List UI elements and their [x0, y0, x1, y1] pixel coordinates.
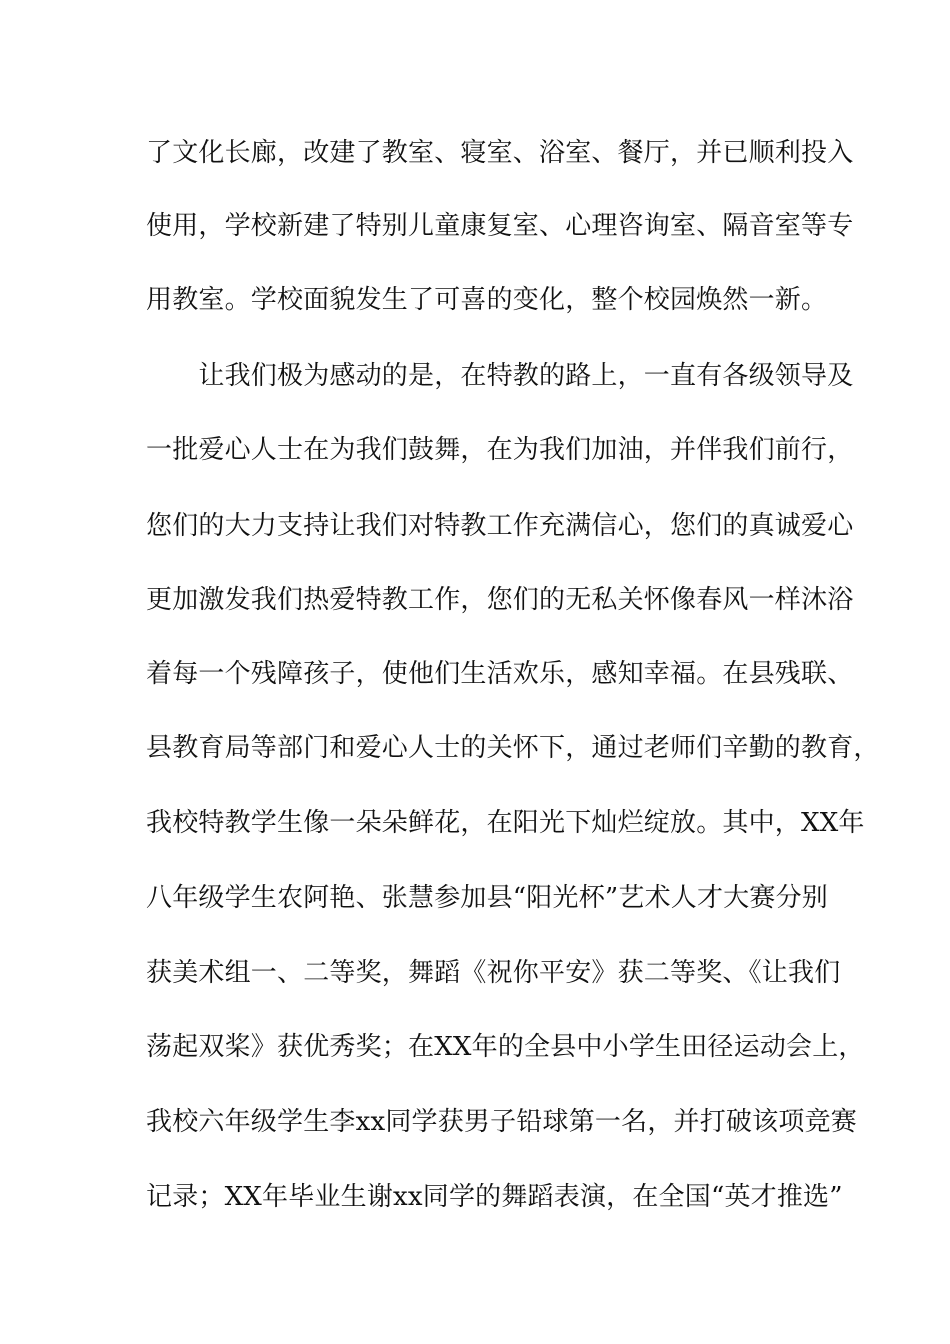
- paragraph-line: 着每一个残障孩子，使他们生活欢乐，感知幸福。在县残联、: [146, 659, 854, 689]
- paragraph-line: 获美术组一、二等奖，舞蹈《祝你平安》获二等奖、《让我们: [146, 958, 841, 988]
- paragraph-line: 荡起双桨》获优秀奖；在XX年的全县中小学生田径运动会上，: [146, 1032, 865, 1062]
- paragraph-line: 您们的大力支持让我们对特教工作充满信心，您们的真诚爱心: [146, 511, 854, 541]
- paragraph-line: 了文化长廊，改建了教室、寝室、浴室、餐厅，并已顺利投入: [146, 138, 854, 168]
- paragraph-line: 我校六年级学生李xx同学获男子铅球第一名，并打破该项竞赛: [146, 1107, 857, 1137]
- paragraph-line: 让我们极为感动的是，在特教的路上，一直有各级领导及: [146, 361, 854, 391]
- paragraph-line: 一批爱心人士在为我们鼓舞，在为我们加油，并伴我们前行，: [146, 435, 854, 465]
- paragraph-line: 更加激发我们热爱特教工作，您们的无私关怀像春风一样沐浴: [146, 585, 854, 615]
- paragraph-line: 我校特教学生像一朵朵鲜花，在阳光下灿烂绽放。其中，XX年: [146, 808, 865, 838]
- paragraph-line: 八年级学生农阿艳、张慧参加县“阳光杯”艺术人才大赛分别: [146, 883, 828, 913]
- paragraph-line: 使用，学校新建了特别儿童康复室、心理咨询室、隔音室等专: [146, 211, 854, 241]
- paragraph-line: 用教室。学校面貌发生了可喜的变化，整个校园焕然一新。: [146, 285, 828, 315]
- paragraph-line: 记录；XX年毕业生谢xx同学的舞蹈表演，在全国“英才推选”: [146, 1182, 843, 1212]
- paragraph-line: 县教育局等部门和爱心人士的关怀下，通过老师们辛勤的教育，: [146, 733, 880, 763]
